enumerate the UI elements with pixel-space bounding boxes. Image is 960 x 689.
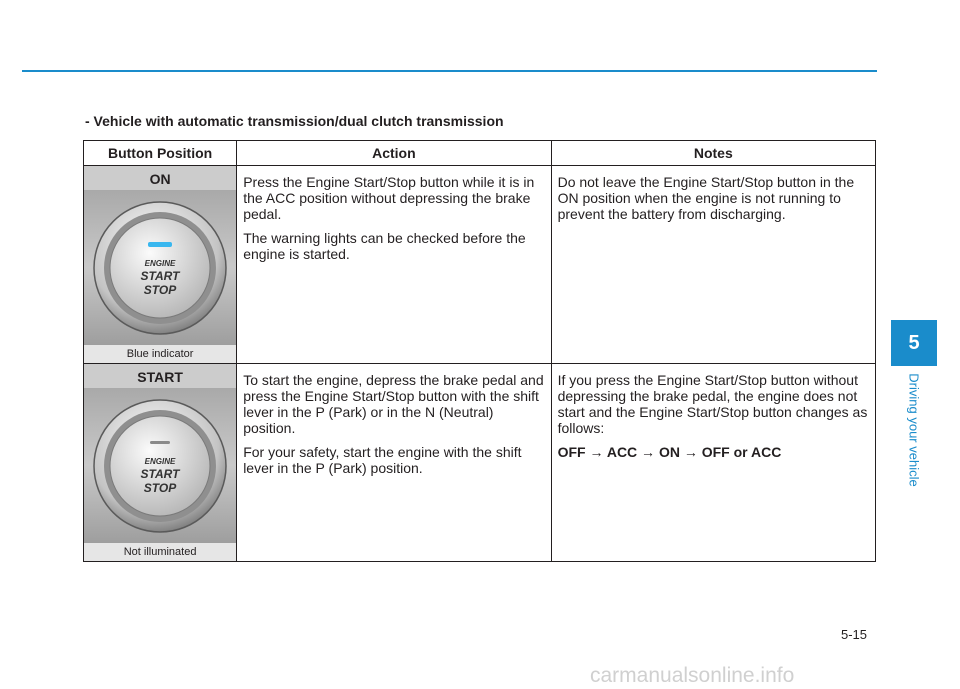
action-paragraph: For your safety, start the engine with the shift lever in the P (Park) position. <box>243 444 522 476</box>
chapter-tab: 5 <box>891 320 937 366</box>
action-cell-start <box>237 364 551 562</box>
table-row-on <box>84 166 876 364</box>
svg-text:STOP: STOP <box>143 480 177 495</box>
column-header-button-position: Button Position <box>84 141 237 166</box>
notes-paragraph: Do not leave the Engine Start/Stop button in the ON position when the engine is not running to prevent the battery from discharging. <box>557 174 855 222</box>
page-number: 5-15 <box>841 627 868 642</box>
position-label-start: START <box>137 369 183 385</box>
column-header-notes: Notes <box>551 141 875 166</box>
blue-indicator-light <box>148 242 172 247</box>
position-cell-on <box>84 166 237 364</box>
action-cell-on <box>237 166 551 364</box>
engine-start-stop-button-image-on <box>84 190 236 345</box>
notes-paragraph: If you press the Engine Start/Stop button without depressing the brake pedal, the engine does not start and the Engine Start/Stop button changes as follows: <box>557 372 868 436</box>
notes-cell-on <box>551 166 875 364</box>
svg-text:STOP: STOP <box>143 282 177 297</box>
watermark: carmanualsonline.info <box>590 664 795 687</box>
chapter-title: Driving your vehicle <box>906 373 922 487</box>
image-caption-start: Not illuminated <box>84 543 236 561</box>
button-state-sequence: OFF → ACC → ON → OFF or ACC <box>557 444 782 460</box>
section-title: - Vehicle with automatic transmission/dual clutch transmission <box>85 113 504 129</box>
position-cell-start <box>84 364 237 562</box>
engine-start-stop-button-image-start <box>84 388 236 543</box>
svg-text:START: START <box>140 268 180 283</box>
action-paragraph: The warning lights can be checked before the engine is started. <box>243 230 526 262</box>
image-caption-on: Blue indicator <box>84 345 236 363</box>
engine-start-stop-button-icon <box>90 198 230 338</box>
column-header-action: Action <box>237 141 551 166</box>
table-row-start <box>84 364 876 562</box>
action-paragraph: To start the engine, depress the brake pedal and press the Engine Start/Stop button with the shift lever in the P (Park) or in the N (Neutral) position. <box>243 372 544 436</box>
top-rule <box>22 70 877 72</box>
unlit-indicator-light <box>150 441 170 444</box>
notes-cell-start <box>551 364 875 562</box>
table-header-row <box>84 141 876 166</box>
position-label-on: ON <box>149 171 171 187</box>
svg-text:START: START <box>140 466 180 481</box>
svg-text:ENGINE: ENGINE <box>144 456 176 466</box>
svg-text:ENGINE: ENGINE <box>144 258 176 268</box>
button-position-table <box>83 140 876 562</box>
action-paragraph: Press the Engine Start/Stop button while it is in the ACC position without depressing the brake pedal. <box>243 174 535 222</box>
engine-start-stop-button-icon <box>90 396 230 536</box>
